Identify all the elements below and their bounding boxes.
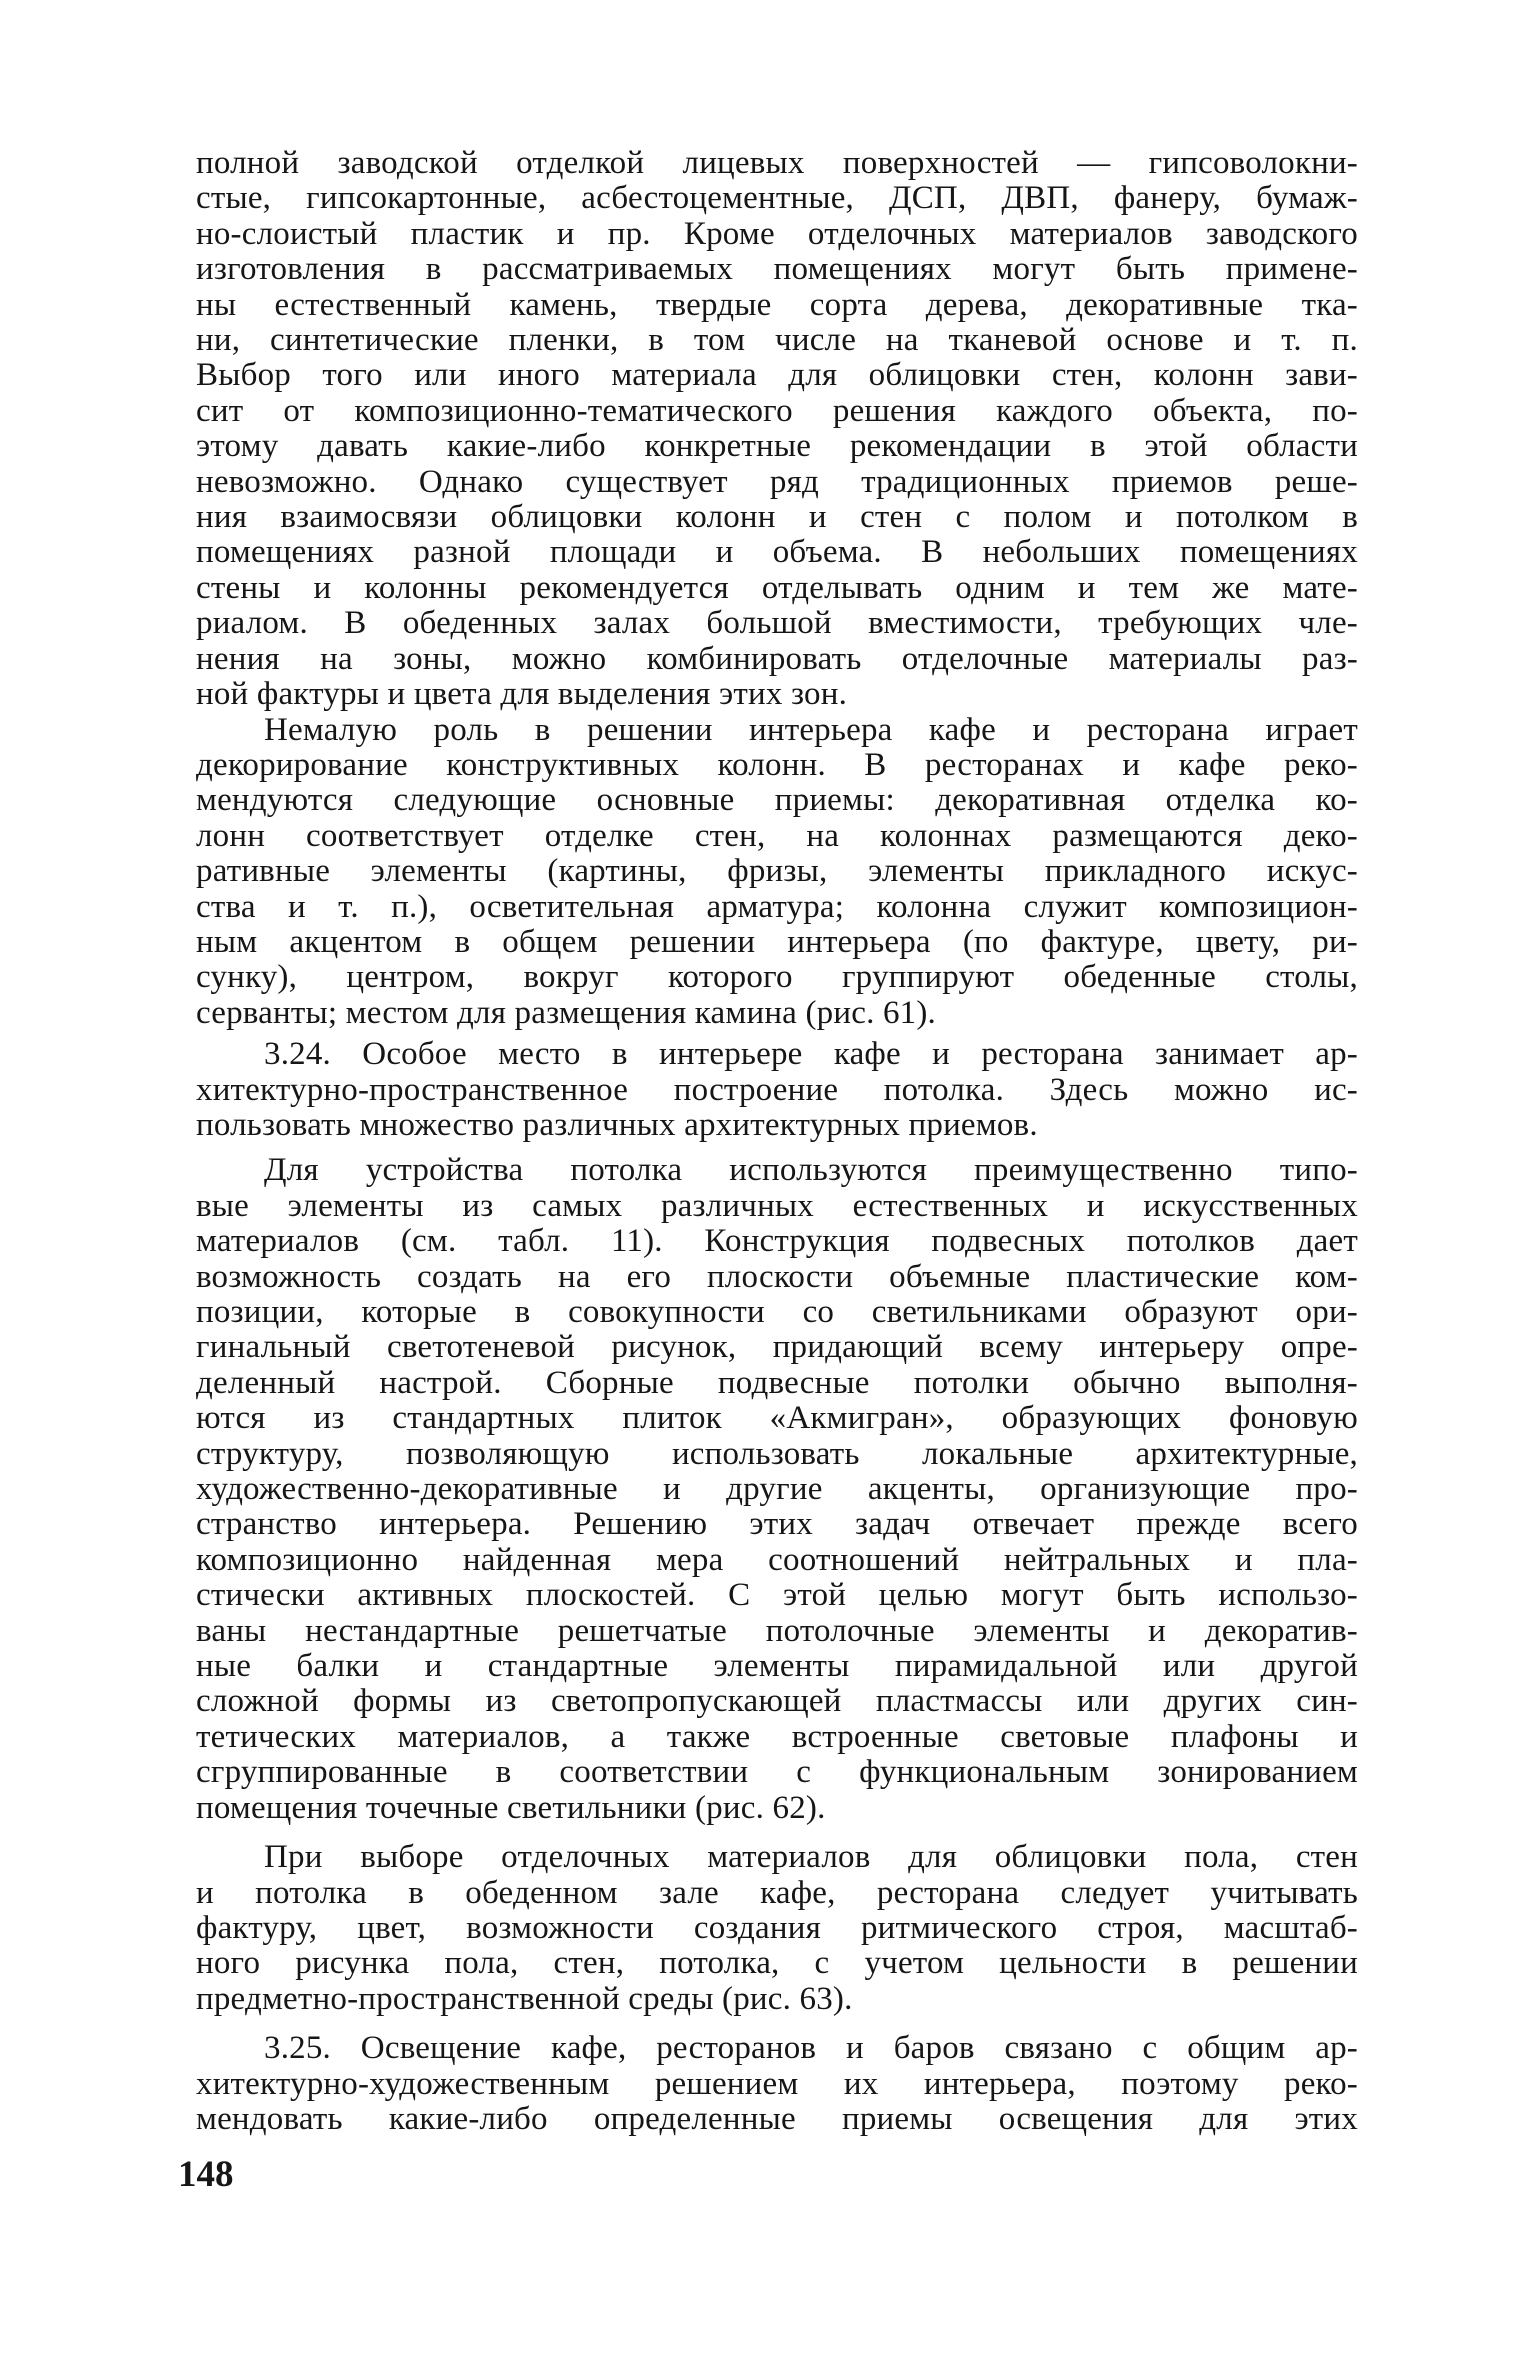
text-line: мендуются следующие основные приемы: декоративная отделка ко-: [196, 782, 1358, 819]
text-line: ни, синтетические пленки, в том числе на тканевой основе и т. п.: [196, 322, 1358, 359]
text-line: сит от композиционно-тематического решения каждого объекта, по-: [196, 392, 1358, 429]
text-line: ного рисунка пола, стен, потолка, с учетом цельности в решении: [196, 1945, 1358, 1982]
text-line: Для устройства потолка используются преимущественно типо-: [264, 1152, 1358, 1189]
text-line: фактуру, цвет, возможности создания ритмического строя, масштаб-: [196, 1909, 1358, 1946]
text-line: этому давать какие-либо конкретные рекомендации в этой области: [196, 428, 1358, 465]
text-line: материалов (см. табл. 11). Конструкция подвесных потолков дает: [196, 1223, 1358, 1260]
text-line: серванты; местом для размещения камина (рис. 61).: [196, 994, 937, 1031]
paragraph-ceiling-construction: [196, 1153, 1358, 1826]
text-line: и потолка в обеденном зале кафе, ресторана следует учитывать: [196, 1874, 1358, 1911]
text-line: Немалую роль в решении интерьера кафе и ресторана играет: [264, 711, 1358, 748]
text-line: 3.25. Освещение кафе, ресторанов и баров связано с общим ар-: [264, 2030, 1358, 2067]
text-line: Выбор того или иного материала для облицовки стен, колонн зави-: [196, 357, 1358, 394]
text-line: полной заводской отделкой лицевых поверхностей — гипсоволокни-: [196, 145, 1358, 181]
paragraph-finishing-materials: [196, 146, 1358, 713]
text-line: хитектурно-пространственное построение потолка. Здесь можно ис-: [196, 1071, 1358, 1108]
text-line: ния взаимосвязи облицовки колонн и стен с полом и потолком в: [196, 499, 1358, 536]
paragraph-column-decoration: [196, 713, 1358, 1032]
text-line: помещениях разной площади и объема. В небольших помещениях: [196, 534, 1358, 571]
text-line: ства и т. п.), осветительная арматура; колонна служит композицион-: [196, 888, 1358, 925]
text-line: помещения точечные светильники (рис. 62).: [196, 1789, 826, 1826]
text-line: ративные элементы (картины, фризы, элементы прикладного искус-: [196, 853, 1358, 890]
text-line: лонн соответствует отделке стен, на колоннах размещаются деко-: [196, 817, 1358, 854]
text-line: невозможно. Однако существует ряд традиционных приемов реше-: [196, 463, 1358, 500]
text-line: гинальный светотеневой рисунок, придающий всему интерьеру опре-: [196, 1329, 1358, 1366]
text-line: стически активных плоскостей. С этой целью могут быть использо-: [196, 1577, 1358, 1614]
text-line: ной фактуры и цвета для выделения этих зон.: [196, 676, 848, 713]
text-line: 3.24. Особое место в интерьере кафе и ресторана занимает ар-: [264, 1036, 1358, 1073]
text-line: пользовать множество различных архитектурных приемов.: [196, 1106, 1038, 1143]
text-column: [196, 146, 1358, 2137]
text-line: стены и колонны рекомендуется отделывать одним и тем же мате-: [196, 569, 1358, 606]
text-line: ные балки и стандартные элементы пирамидальной или другой: [196, 1648, 1358, 1685]
text-line: изготовления в рассматриваемых помещениях могут быть примене-: [196, 251, 1358, 288]
text-line: риалом. В обеденных залах большой вместимости, требующих чле-: [196, 605, 1358, 642]
text-line: вые элементы из самых различных естественных и искусственных: [196, 1187, 1358, 1224]
text-line: странство интерьера. Решению этих задач отвечает прежде всего: [196, 1506, 1358, 1543]
text-line: но-слоистый пластик и пр. Кроме отделочных материалов заводского: [196, 215, 1358, 252]
text-line: композиционно найденная мера соотношений нейтральных и пла-: [196, 1541, 1358, 1578]
text-line: стые, гипсокартонные, асбестоцементные, ДСП, ДВП, фанеру, бумаж-: [196, 180, 1358, 217]
text-line: При выборе отделочных материалов для облицовки пола, стен: [264, 1839, 1358, 1876]
paragraph-section-3-24: [196, 1037, 1358, 1143]
text-line: ны естественный камень, твердые сорта дерева, декоративные тка-: [196, 286, 1358, 323]
text-line: структуру, позволяющую использовать локальные архитектурные,: [196, 1435, 1358, 1472]
text-line: декорирование конструктивных колонн. В ресторанах и кафе реко-: [196, 746, 1358, 783]
text-line: ным акцентом в общем решении интерьера (по фактуре, цвету, ри-: [196, 923, 1358, 960]
text-line: позиции, которые в совокупности со светильниками образуют ори-: [196, 1294, 1358, 1330]
text-line: возможность создать на его плоскости объемные пластические ком-: [196, 1258, 1358, 1295]
text-line: ваны нестандартные решетчатые потолочные элементы и декоратив-: [196, 1612, 1358, 1649]
paragraph-section-3-25: [196, 2031, 1358, 2137]
paragraph-material-selection: [196, 1840, 1358, 2017]
text-line: сунку), центром, вокруг которого группируют обеденные столы,: [196, 959, 1358, 996]
text-line: деленный настрой. Сборные подвесные потолки обычно выполня-: [196, 1364, 1358, 1401]
text-line: сгруппированные в соответствии с функциональным зонированием: [196, 1754, 1358, 1791]
text-line: тетических материалов, а также встроенные световые плафоны и: [196, 1718, 1358, 1755]
text-line: сложной формы из светопропускающей пластмассы или других син-: [196, 1683, 1358, 1720]
text-line: предметно-пространственной среды (рис. 63).: [196, 1980, 853, 2017]
text-line: нения на зоны, можно комбинировать отделочные материалы раз-: [196, 640, 1358, 677]
text-line: мендовать какие-либо определенные приемы освещения для этих: [196, 2100, 1358, 2137]
text-line: ются из стандартных плиток «Акмигран», образующих фоновую: [196, 1400, 1358, 1437]
page-number: 148: [178, 2154, 234, 2195]
text-line: хитектурно-художественным решением их интерьера, поэтому реко-: [196, 2065, 1358, 2102]
text-line: художественно-декоративные и другие акценты, организующие про-: [196, 1471, 1358, 1508]
